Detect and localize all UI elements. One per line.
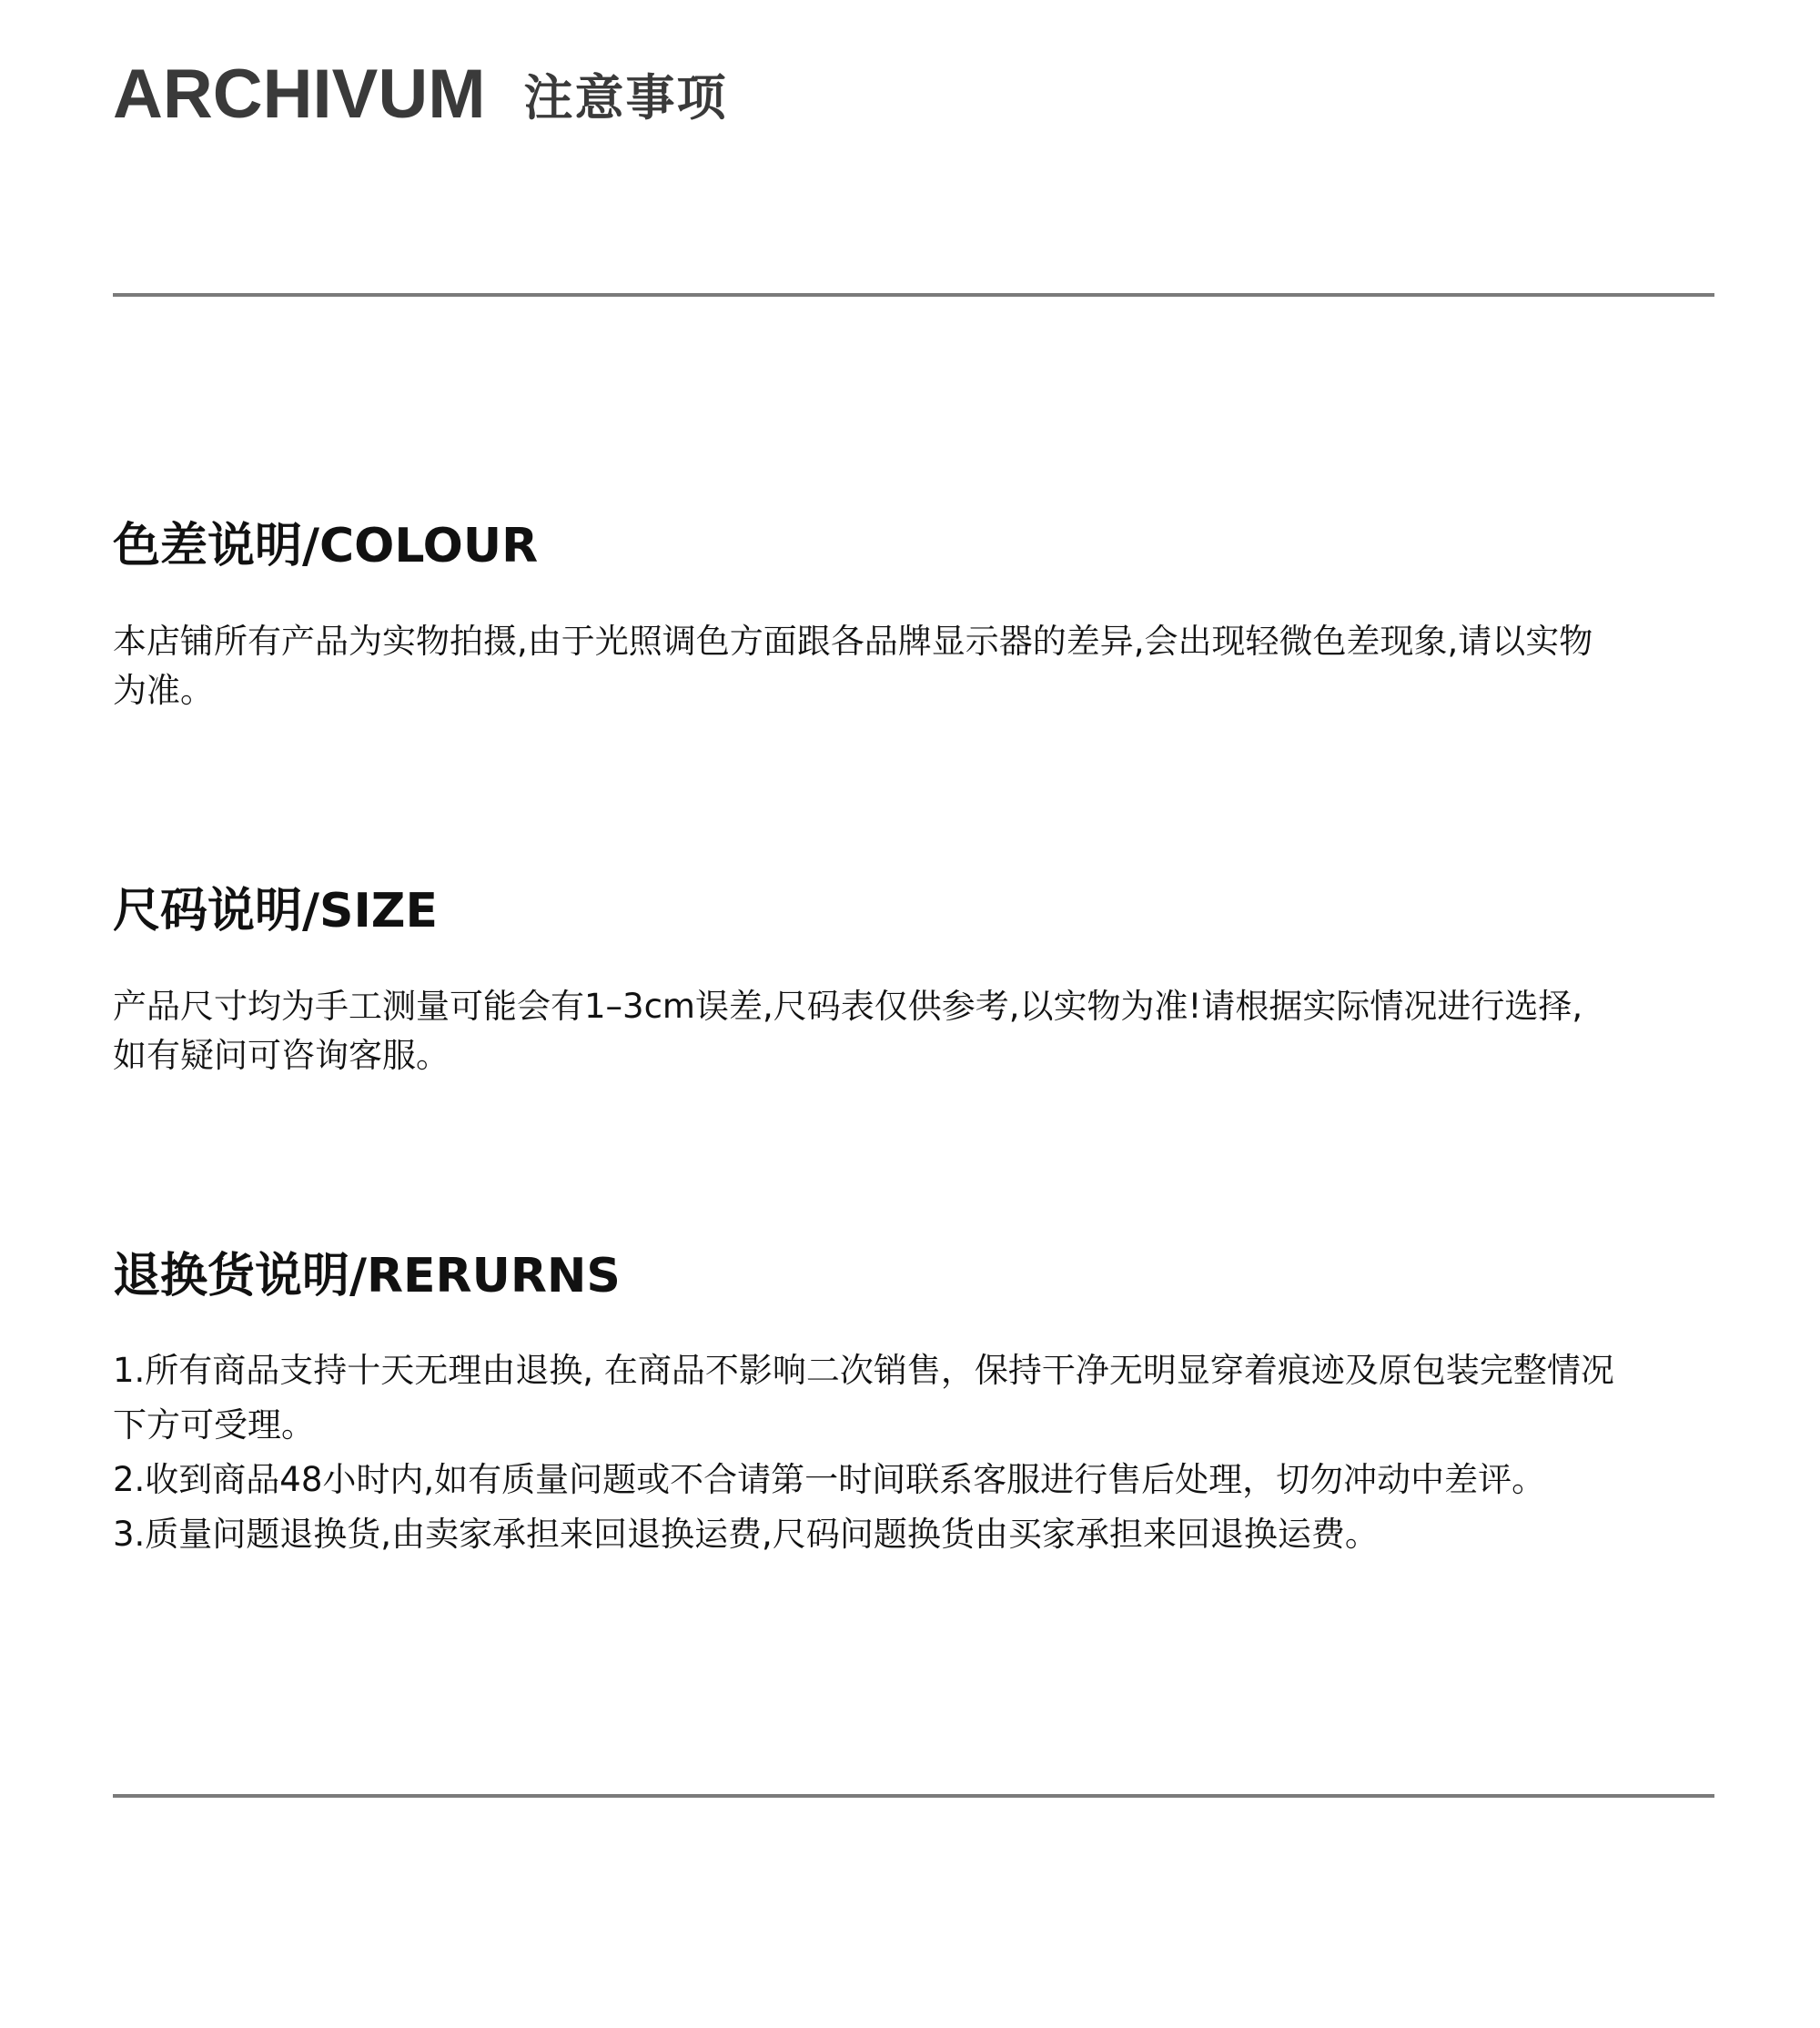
page-title: 注意事项 [523,68,728,127]
size-body-line: 产品尺寸均为手工测量可能会有1–3cm误差,尺码表仅供参考,以实物为准!请根据实际情况进行选择, [113,987,1583,1026]
size-body-line: 如有疑问可咨询客服。 [113,1036,450,1075]
returns-body-line: 1.所有商品支持十天无理由退换, 在商品不影响二次销售，保持干净无明显穿着痕迹及原包装完整情况 [113,1351,1614,1390]
returns-body-line: 下方可受理。 [113,1405,315,1445]
colour-section-body [113,617,1714,715]
returns-section [113,1247,1714,1562]
colour-section [113,517,1714,715]
colour-body-line: 为准。 [113,671,214,710]
size-section [113,882,1714,1080]
brand-logo-text: ARCHIVUM [113,55,486,133]
colour-section-title: 色差说明/COLOUR [113,519,539,573]
returns-section-title: 退换货说明/RERURNS [113,1249,621,1303]
bottom-divider [113,1794,1714,1798]
returns-body-line: 2.收到商品48小时内,如有质量问题或不合请第一时间联系客服进行售后处理，切勿冲动中差评。 [113,1460,1546,1499]
colour-body-line: 本店铺所有产品为实物拍摄,由于光照调色方面跟各品牌显示器的差异,会出现轻微色差现象,请以实物 [113,622,1593,661]
size-section-body [113,982,1714,1080]
page-header [113,53,728,135]
returns-body-line: 3.质量问题退换货,由卖家承担来回退换运费,尺码问题换货由买家承担来回退换运费。 [113,1515,1379,1554]
top-divider [113,293,1714,297]
returns-section-body [113,1344,1714,1562]
size-section-title: 尺码说明/SIZE [113,884,439,938]
